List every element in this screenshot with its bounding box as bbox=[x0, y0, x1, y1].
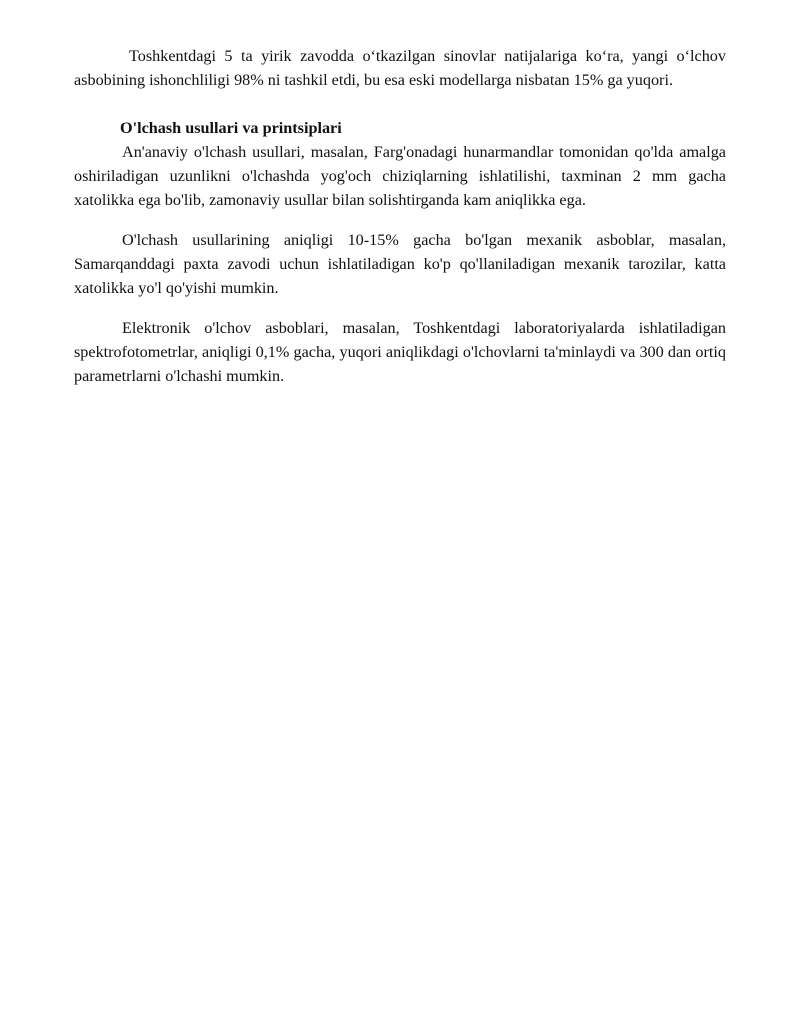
spacer bbox=[74, 300, 726, 316]
mechanical-instruments-paragraph: O'lchash usullarining aniqligi 10-15% gacha bo'lgan mexanik asboblar, masalan, Samarqanddagi paxta zavodi uchun ishlatiladigan ko'p qo'llaniladigan mexanik tarozilar, katta xatolikka yo'l qo'yishi mumkin. bbox=[74, 231, 726, 297]
intro-paragraph: Toshkentdagi 5 ta yirik zavodda oʻtkazilgan sinovlar natijalariga koʻra, yangi oʻlchov asbobining ishonchliligi 98% ni tashkil etdi, bu esa eski modellarga nisbatan 15% ga yuqori. bbox=[74, 47, 726, 89]
electronic-instruments-paragraph: Elektronik o'lchov asboblari, masalan, Toshkentdagi laboratoriyalarda ishlatiladigan spektrofotometrlar, aniqligi 0,1% gacha, yuqori aniqlikdagi o'lchovlarni ta'minlaydi va 300 dan ortiq parametrlarni o'lchashi mumkin. bbox=[74, 319, 726, 385]
document-page bbox=[74, 44, 726, 388]
section-heading: O'lchash usullari va printsiplari bbox=[120, 119, 342, 137]
spacer bbox=[74, 212, 726, 228]
spacer bbox=[74, 92, 726, 116]
traditional-methods-paragraph: An'anaviy o'lchash usullari, masalan, Farg'onadagi hunarmandlar tomonidan qo'lda amalga oshiriladigan uzunlikni o'lchashda yog'och chiziqlarning ishlatilishi, taxminan 2 mm gacha xatolikka ega bo'lib, zamonaviy usullar bilan solishtirganda kam aniqlikka ega. bbox=[74, 143, 726, 209]
